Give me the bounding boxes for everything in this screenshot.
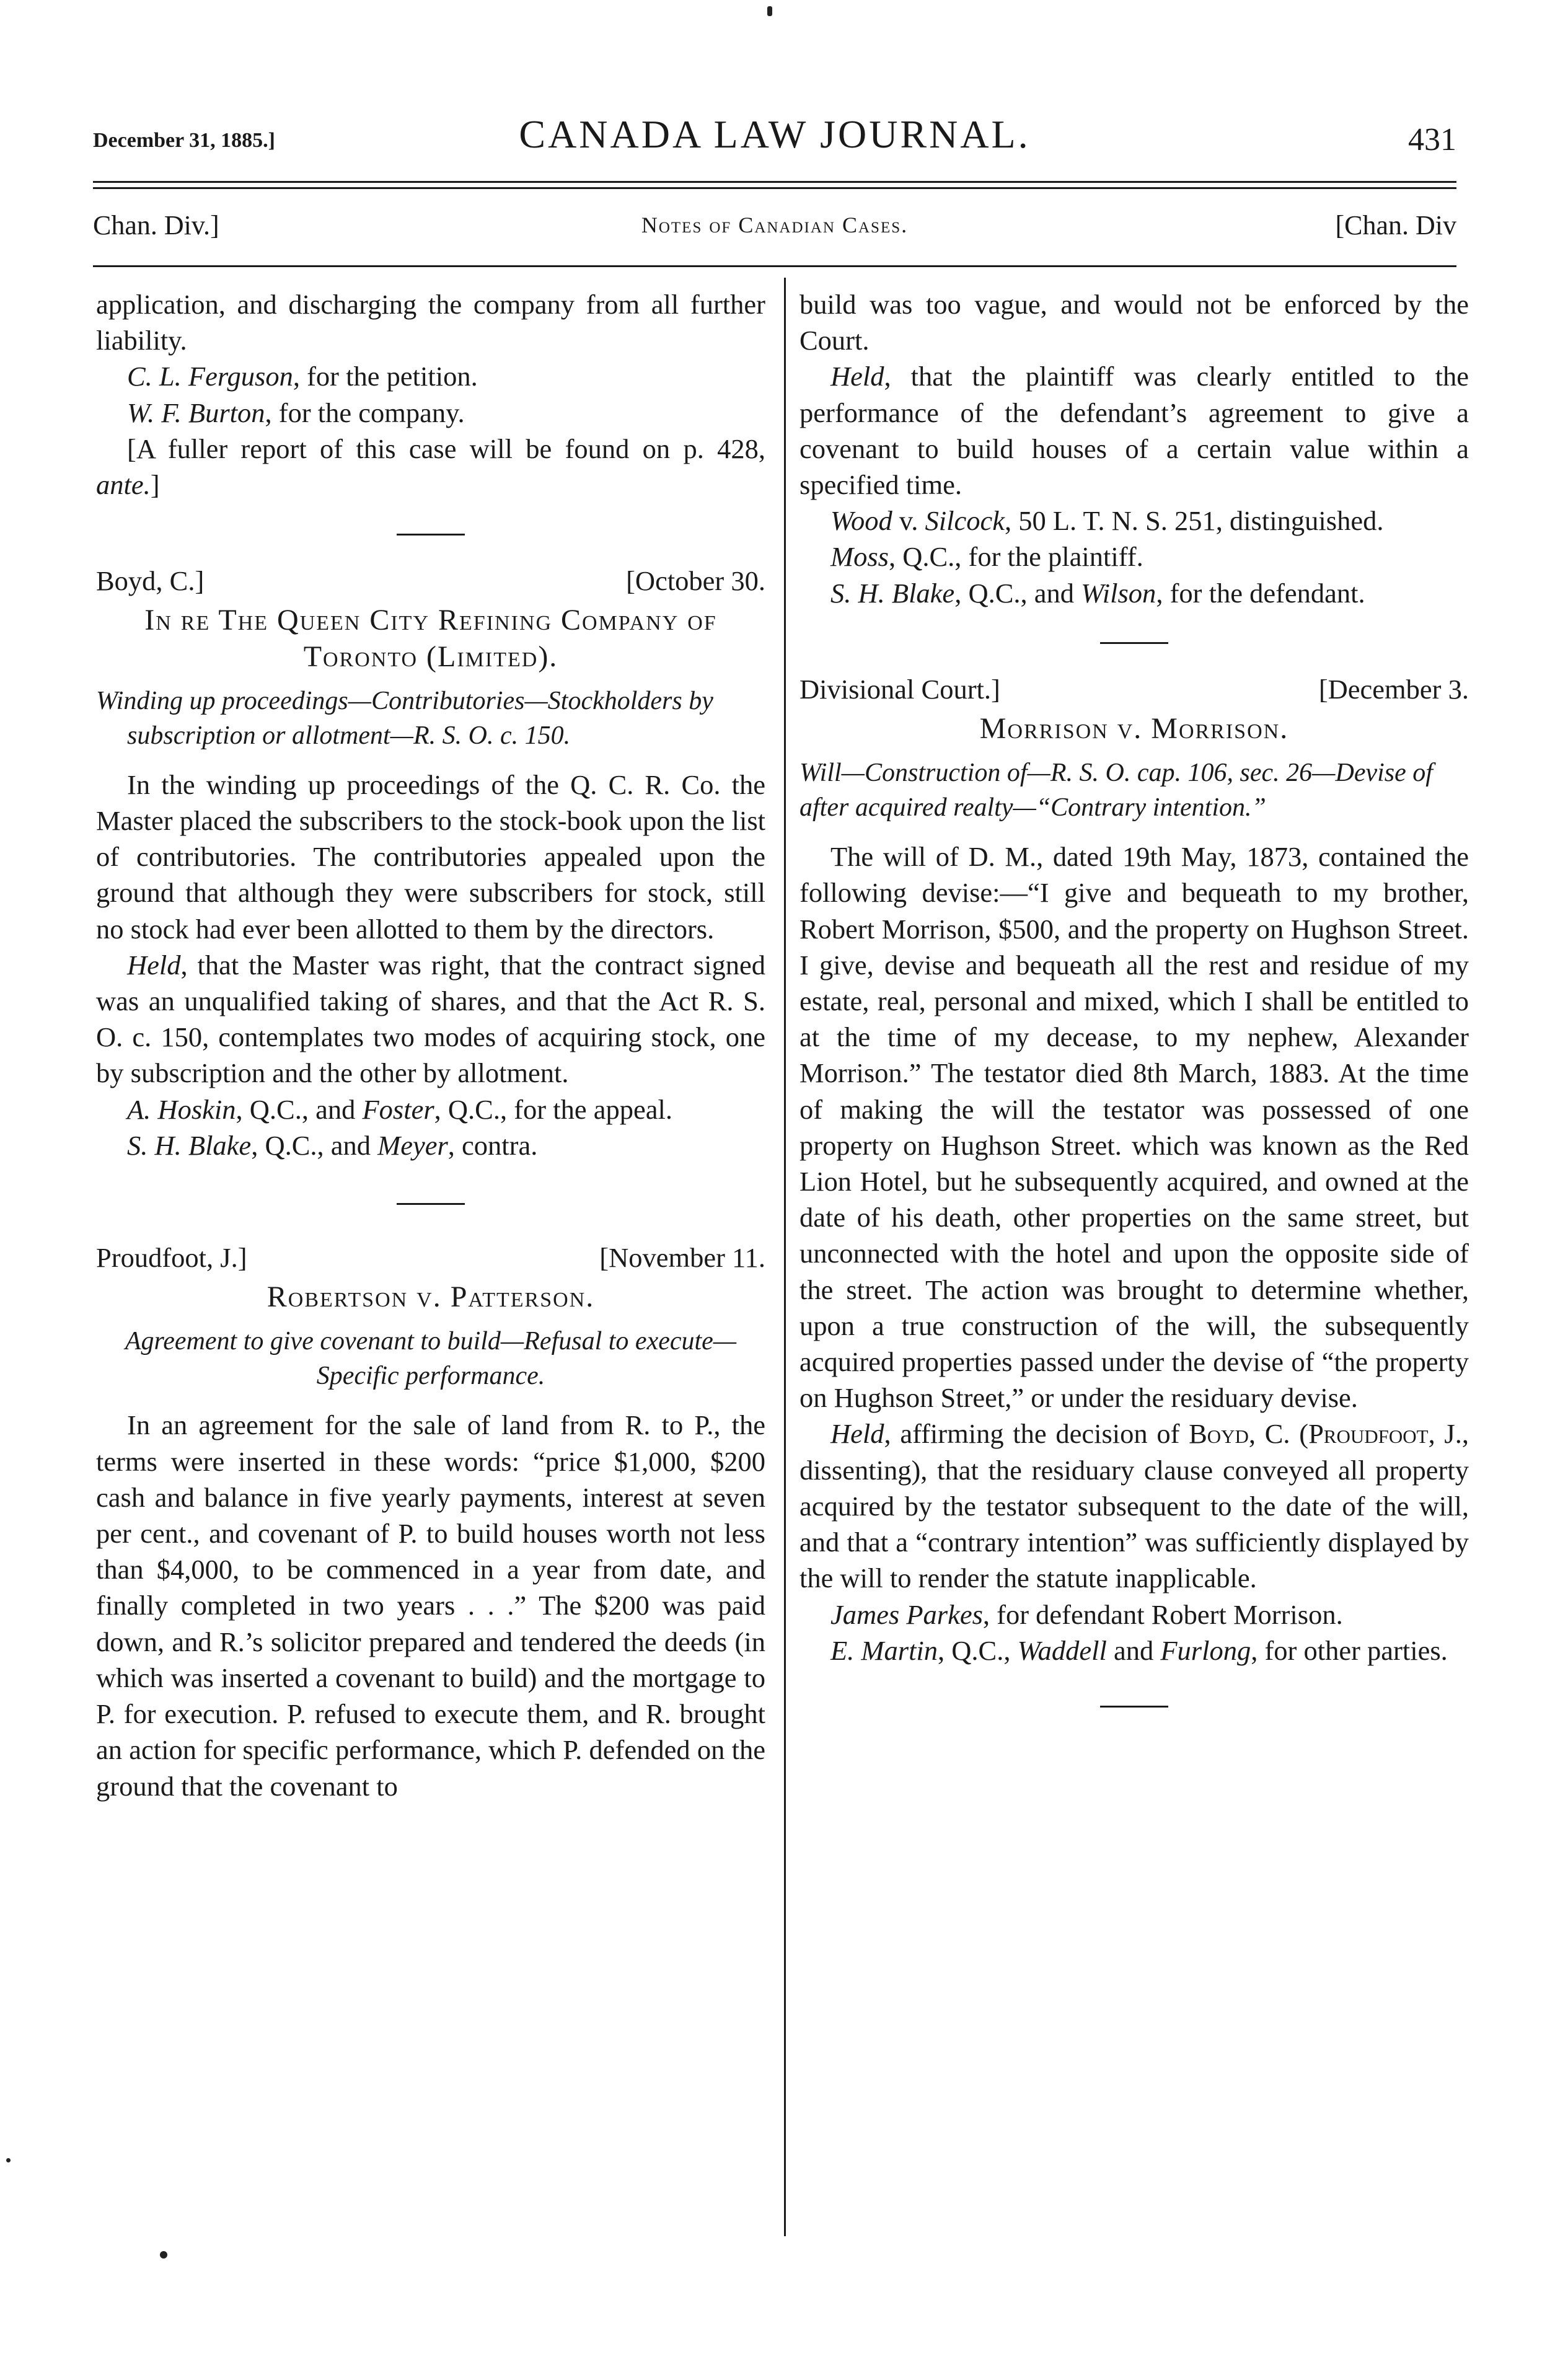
held-text: , dissenting), that the residuary clause conveyed all property acquired by the testator subsequent to the date of the will, and that a “contrary intention” was sufficiently displayed by the will to render the statute inapplicable. xyxy=(799,1418,1469,1594)
counsel-line xyxy=(96,1091,765,1127)
scan-speck xyxy=(160,2251,167,2259)
held-text: ( xyxy=(1290,1418,1309,1450)
counsel-line xyxy=(799,575,1469,611)
held-word: Held xyxy=(127,949,181,981)
decision-date: [December 3. xyxy=(1318,673,1469,705)
counsel-role: , for other parties. xyxy=(1251,1634,1448,1666)
issue-date: December 31, 1885.] xyxy=(93,129,275,152)
decision-date: [November 11. xyxy=(599,1242,765,1274)
counsel-sep: , Q.C., and xyxy=(954,577,1081,609)
counsel-role: , Q.C., for the appeal. xyxy=(434,1093,672,1125)
case-body: The will of D. M., dated 19th May, 1873, contained the following devise:—“I give and bequeath to my brother, Robert Morrison, $500, and the property on Hughson Street. I give, devise and bequeath all the rest and residue of my estate, real, personal and mixed, which I shall be entitled to at the time of my decease, to my nephew, Alexander Morrison.” The testator died 8th March, 1883. At the time of making the will the testator was possessed of one property on Hughson Street. which was known as the Red Lion Hotel, but he subsequently acquired, and owned at the date of his death, other properties on the same street, but unconnected with the hotel and upon the opposite side of the street. The action was brought to determine whether, upon a true construction of the will, the subsequently acquired properties passed under the devise of “the property on Hughson Street,” or under the residuary devise. xyxy=(799,841,1469,1414)
counsel-name: S. H. Blake xyxy=(127,1129,252,1161)
case-court-line xyxy=(799,671,1469,707)
headnote: Agreement to give covenant to build—Refusal to execute—Specific performance. xyxy=(125,1327,737,1391)
scan-speck xyxy=(767,6,772,16)
counsel-role: , for the petition. xyxy=(293,361,478,392)
case-court-line xyxy=(96,563,765,599)
note-ante: ante. xyxy=(96,469,151,501)
counsel-name: James Parkes xyxy=(830,1598,983,1630)
report-note xyxy=(96,431,765,503)
citation-line xyxy=(799,503,1469,539)
case-divider xyxy=(397,1203,465,1205)
case-divider xyxy=(1100,642,1168,644)
case-divider xyxy=(1100,1706,1168,1708)
header-rule-top xyxy=(93,181,1456,183)
counsel-sep: and xyxy=(1106,1634,1161,1666)
case-party: Wood xyxy=(830,505,892,537)
counsel-name: Foster xyxy=(362,1093,434,1125)
counsel-name: Furlong xyxy=(1160,1634,1251,1666)
counsel-line xyxy=(96,358,765,394)
section-rule xyxy=(93,265,1456,267)
case-title: Morrison v. Morrison. xyxy=(979,712,1289,746)
case-divider xyxy=(397,534,465,536)
journal-title: CANADA LAW JOURNAL. xyxy=(519,112,1031,156)
headnote: Winding up proceedings—Contributories—Stockholders by subscription or allotment—R. S. O. c. 150. xyxy=(96,686,713,750)
judge: Proudfoot, J.] xyxy=(96,1242,247,1274)
counsel-name: Moss xyxy=(830,541,889,573)
counsel-name: W. F. Burton xyxy=(127,397,265,428)
held-text: , that the plaintiff was clearly entitled to the performance of the defendant’s agreement to give a covenant to build houses of a certain value within a specified time. xyxy=(799,361,1469,501)
page-number: 431 xyxy=(1408,122,1456,157)
counsel-role: , for the defendant. xyxy=(1156,577,1365,609)
continued-paragraph: build was too vague, and would not be enforced by the Court. xyxy=(799,289,1469,356)
counsel-name: Wilson xyxy=(1081,577,1156,609)
division-right: [Chan. Div xyxy=(1335,210,1456,240)
counsel-name: Meyer xyxy=(377,1129,448,1161)
section-title: Notes of Canadian Cases. xyxy=(641,213,909,237)
division-left: Chan. Div.] xyxy=(93,210,219,240)
section-header xyxy=(93,209,1456,247)
counsel-line xyxy=(96,395,765,431)
held-paragraph xyxy=(799,358,1469,503)
case-title: In re The Queen City Refining Company of Toronto (Limited). xyxy=(144,604,717,673)
held-word: Held xyxy=(830,1418,884,1450)
case-party: Silcock xyxy=(925,505,1005,537)
citation-text: , 50 L. T. N. S. 251, distinguished. xyxy=(1004,505,1384,537)
judge: Boyd, C.] xyxy=(96,565,205,597)
counsel-role: , contra. xyxy=(447,1129,538,1161)
counsel-sep: , Q.C., and xyxy=(236,1093,363,1125)
held-paragraph xyxy=(96,947,765,1091)
left-column xyxy=(96,286,765,1804)
counsel-line xyxy=(799,1633,1469,1668)
header-rule-second xyxy=(93,187,1456,189)
case-title: Robertson v. Patterson. xyxy=(266,1280,595,1314)
held-paragraph xyxy=(799,1416,1469,1596)
court: Divisional Court.] xyxy=(799,673,1000,705)
judge-ref: Proudfoot, J. xyxy=(1308,1418,1462,1450)
counsel-name: C. L. Ferguson xyxy=(127,361,293,392)
held-text: , affirming the decision of xyxy=(884,1418,1189,1450)
headnote: Will—Construction of—R. S. O. cap. 106, sec. 26—Devise of after acquired realty—“Contrary intention.” xyxy=(799,759,1433,822)
counsel-name: S. H. Blake xyxy=(830,577,955,609)
note-close: ] xyxy=(150,469,160,501)
counsel-role: , Q.C., for the plaintiff. xyxy=(888,541,1143,573)
counsel-sep: , Q.C., xyxy=(938,1634,1018,1666)
case-court-line xyxy=(96,1240,765,1276)
running-header xyxy=(93,110,1456,160)
decision-date: [October 30. xyxy=(626,565,765,597)
counsel-line xyxy=(799,1597,1469,1633)
held-word: Held xyxy=(830,361,884,392)
note-text: [A fuller report of this case will be found on p. 428, xyxy=(127,433,765,464)
case-body: In an agreement for the sale of land from R. to P., the terms were inserted in these words: “price $1,000, $200 cash and balance in five yearly payments, interest at seven per cent., and covenant of P. to build houses worth not less than $4,000, to be commenced in a year from date, and finally completed in two years . . .” The $200 was paid down, and R.’s solicitor prepared and tendered the deeds (in which was inserted a covenant to build) and the mortgage to P. for execution. P. refused to execute them, and R. brought an action for specific performance, which P. defended on the ground that the covenant to xyxy=(96,1409,765,1802)
counsel-sep: , Q.C., and xyxy=(251,1129,378,1161)
counsel-role: , for the company. xyxy=(265,397,465,428)
judge-ref: Boyd, C. xyxy=(1189,1418,1290,1450)
intro-paragraph: application, and discharging the company from all further liability. xyxy=(96,289,765,356)
counsel-name: A. Hoskin xyxy=(127,1093,236,1125)
counsel-line xyxy=(799,539,1469,575)
right-column xyxy=(799,286,1469,1735)
column-divider xyxy=(784,278,786,2236)
counsel-name: E. Martin xyxy=(830,1634,938,1666)
counsel-name: Waddell xyxy=(1017,1634,1107,1666)
versus: v. xyxy=(892,505,925,537)
case-body: In the winding up proceedings of the Q. C. R. Co. the Master placed the subscribers to the stock-book upon the list of contributories. The contributories appealed upon the ground that although they were subscribers for stock, still no stock had ever been allotted to them by the directors. xyxy=(96,769,765,945)
scan-speck xyxy=(6,2158,11,2162)
counsel-role: , for defendant Robert Morrison. xyxy=(982,1598,1343,1630)
counsel-line xyxy=(96,1127,765,1163)
held-text: , that the Master was right, that the contract signed was an unqualified taking of shares, and that the Act R. S. O. c. 150, contemplates two modes of acquiring stock, one by subscription and the other by allotment. xyxy=(96,949,765,1089)
